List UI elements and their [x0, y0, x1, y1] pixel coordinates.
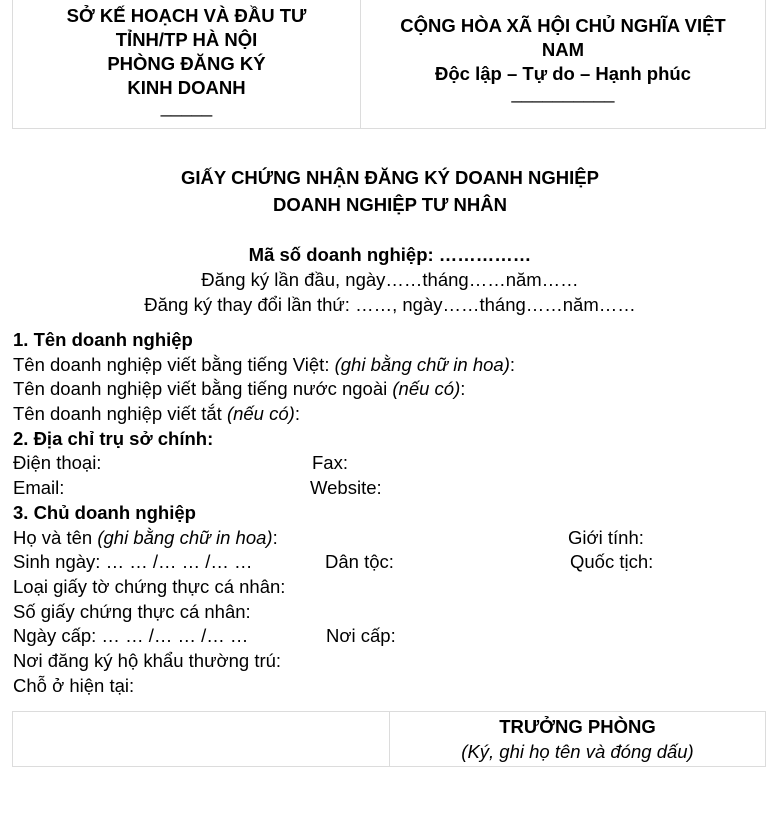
motto-line: Độc lập – Tự do – Hạnh phúc — [435, 63, 691, 84]
foreign-name-line — [13, 377, 768, 402]
agency-line-2: TỈNH/TP HÀ NỘI — [115, 29, 258, 50]
residence-line: Nơi đăng ký hộ khẩu thường trú: — [13, 649, 282, 671]
vn-name-colon: : — [509, 353, 516, 375]
phone-fax-line — [13, 451, 768, 476]
current-address-line: Chỗ ở hiện tại: — [13, 674, 135, 696]
short-name-colon: : — [294, 403, 300, 425]
short-name-note: (nếu có) — [226, 403, 295, 425]
owner-name-label: Họ và tên — [13, 526, 98, 548]
country-line-2: NAM — [541, 39, 585, 60]
email-label: Email: — [13, 477, 65, 499]
header-right-motto — [361, 0, 765, 128]
document-body — [13, 328, 768, 698]
owner-name-note: (ghi bằng chữ in hoa) — [97, 526, 273, 548]
phone-label: Điện thoại: — [13, 452, 102, 474]
title-line-2: DOANH NGHIỆP TƯ NHÂN — [273, 194, 507, 215]
id-type-line: Loại giấy tờ chứng thực cá nhân: — [13, 575, 286, 597]
vn-name-line — [13, 353, 768, 378]
section-3-heading: 3. Chủ doanh nghiệp — [13, 501, 196, 523]
agency-line-4: KINH DOANH — [127, 77, 246, 98]
short-name-line — [13, 402, 768, 427]
motto-separator: __________ — [511, 82, 615, 103]
document-title — [0, 164, 780, 218]
fax-label: Fax: — [312, 452, 348, 474]
agency-line-1: SỞ KẾ HOẠCH VÀ ĐẦU TƯ — [66, 5, 307, 26]
foreign-name-note: (nếu có) — [392, 378, 461, 400]
country-line-1: CỘNG HÒA XÃ HỘI CHỦ NGHĨA VIỆT — [400, 15, 726, 36]
header-left-agency — [13, 0, 361, 128]
signature-empty-cell — [13, 712, 390, 766]
issue-place-label: Nơi cấp: — [326, 625, 396, 647]
ethnicity-label: Dân tộc: — [325, 551, 394, 573]
agency-separator: _____ — [160, 96, 213, 117]
business-code: Mã số doanh nghiệp: …………… — [248, 244, 532, 265]
registration-info — [0, 242, 780, 317]
section-2-heading: 2. Địa chỉ trụ sở chính: — [13, 427, 214, 449]
dob-line — [13, 550, 768, 575]
section-1-heading: 1. Tên doanh nghiệp — [13, 329, 193, 350]
issue-line — [13, 624, 768, 649]
signature-note: (Ký, ghi họ tên và đóng dấu) — [461, 741, 694, 762]
id-number-line: Số giấy chứng thực cá nhân: — [13, 600, 251, 622]
owner-name-colon: : — [272, 526, 278, 548]
short-name-label: Tên doanh nghiệp viết tắt — [13, 403, 227, 425]
issue-date-label: Ngày cấp: … … /… … /… … — [13, 625, 249, 647]
signature-table — [12, 711, 766, 767]
vn-name-note: (ghi bằng chữ in hoa) — [334, 353, 510, 375]
title-line-1: GIẤY CHỨNG NHẬN ĐĂNG KÝ DOANH NGHIỆP — [181, 167, 599, 188]
signature-title: TRƯỞNG PHÒNG — [499, 716, 656, 737]
header-table — [12, 0, 766, 129]
signature-cell — [390, 712, 765, 766]
foreign-name-colon: : — [460, 378, 466, 400]
email-website-line — [13, 476, 768, 501]
dob-label: Sinh ngày: … … /… … /… … — [13, 551, 253, 573]
owner-name-line — [13, 526, 768, 551]
vn-name-label: Tên doanh nghiệp viết bằng tiếng Việt: — [13, 353, 335, 375]
website-label: Website: — [310, 477, 382, 499]
nationality-label: Quốc tịch: — [570, 551, 654, 573]
first-registration: Đăng ký lần đầu, ngày……tháng……năm…… — [201, 269, 579, 290]
change-registration: Đăng ký thay đổi lần thứ: ……, ngày……tháng……năm…… — [144, 294, 636, 315]
agency-line-3: PHÒNG ĐĂNG KÝ — [107, 53, 266, 74]
gender-label: Giới tính: — [568, 526, 644, 548]
foreign-name-label: Tên doanh nghiệp viết bằng tiếng nước ngoài — [13, 378, 393, 400]
